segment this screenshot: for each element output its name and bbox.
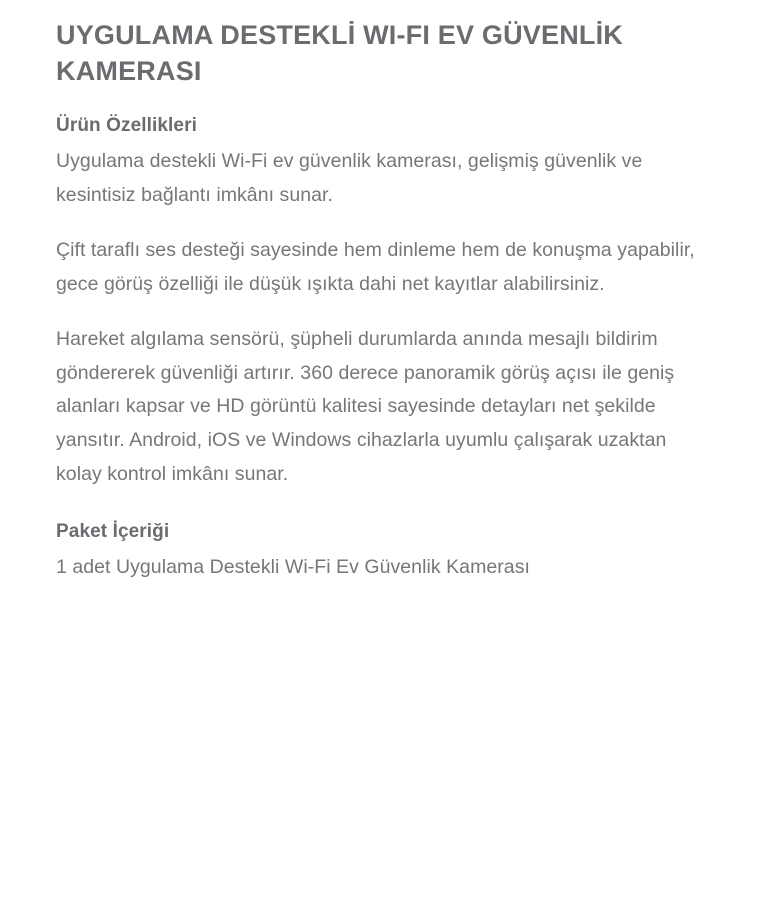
package-contents-text: 1 adet Uygulama Destekli Wi-Fi Ev Güvenlik Kamerası [56, 556, 530, 579]
feature-paragraph-1: Uygulama destekli Wi-Fi ev güvenlik kamerası, gelişmiş güvenlik ve kesintisiz bağlantı imkânı sunar. [56, 150, 643, 206]
feature-paragraph-2: Çift taraflı ses desteği sayesinde hem dinleme hem de konuşma yapabilir, gece görüş özelliği ile düşük ışıkta dahi net kayıtlar alabilirsiniz. [56, 239, 695, 295]
page-title: UYGULAMA DESTEKLİ WI-FI EV GÜVENLİK KAMERASI [56, 20, 623, 86]
feature-paragraph-3: Hareket algılama sensörü, şüpheli durumlarda anında mesajlı bildirim göndererek güvenliği artırır. 360 derece panoramik görüş açısı ile geniş alanları kapsar ve HD görüntü kalitesi sayesinde detayları net şekilde yansıtır. Android, iOS ve Windows cihazlarla uyumlu çalışarak uzaktan kolay kontrol imkânı sunar. [56, 328, 675, 485]
package-heading: Paket İçeriği [56, 521, 170, 543]
features-heading: Ürün Özellikleri [56, 115, 197, 137]
package-contents-section [56, 521, 704, 585]
